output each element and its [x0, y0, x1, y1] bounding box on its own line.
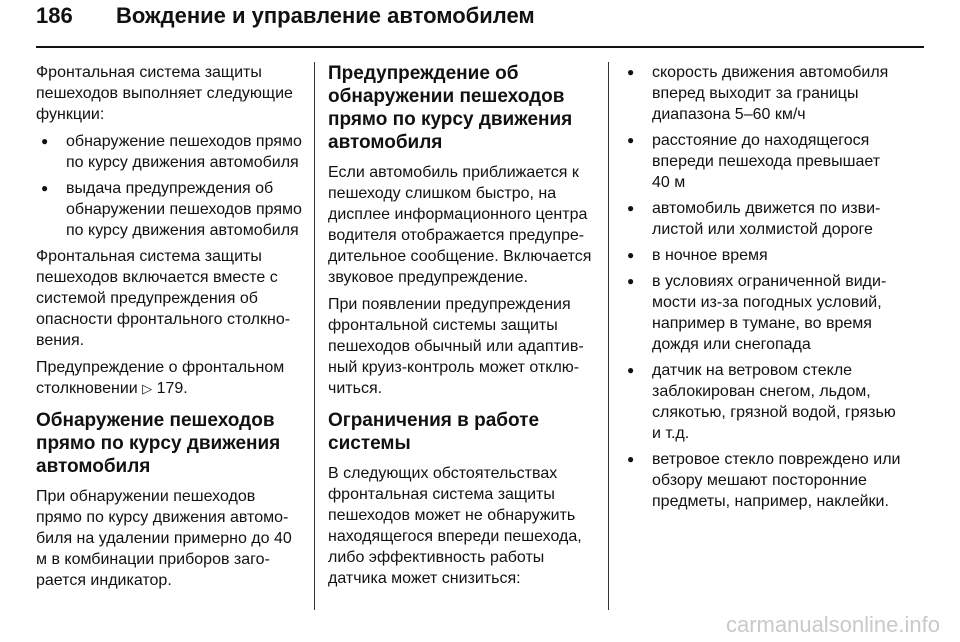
page-header [36, 2, 924, 46]
reference-page[interactable]: 179. [156, 380, 188, 397]
header-rule [36, 46, 924, 48]
reference-arrow-icon: ▷ [142, 381, 153, 396]
column-3 [622, 62, 902, 517]
column-1 [36, 62, 304, 597]
list-item: ● автомобиль движется по извилистой или холмистой дороге [622, 198, 902, 240]
warning-heading: Предупреждение об обнаружении пешеходов прямо по курсу движения автомобиля [328, 63, 573, 153]
list-item: ● в ночное время [622, 245, 902, 266]
column-2 [328, 62, 596, 595]
column-divider-2 [608, 62, 609, 610]
page-number: 186 [36, 3, 73, 28]
chapter-title: Вождение и управление автомобилем [116, 3, 535, 28]
detection-paragraph: При обнаружении пешеходов прямо по курсу движения автомобиля на удалении примерно до 40 м в комбинации приборов загорается индикатор. [36, 488, 292, 589]
watermark: carmanualsonline.info [725, 612, 940, 637]
list-item: ● датчик на ветровом стекле заблокирован снегом, льдом, слякотью, грязной водой, грязью и т.д. [622, 360, 902, 444]
conditions-list [622, 62, 902, 512]
column-divider-1 [314, 62, 315, 610]
warning-paragraph: Если автомобиль приближается к пешеходу слишком быстро, на дисплее информационного центра водителя отображается предупредительное сообщение. Включается звуковое предупреждение. [328, 164, 592, 286]
reference-text: Предупреждение о фронтальном столкновении [36, 359, 285, 397]
list-item: ● ветровое стекло повреждено или обзору мешают посторонние предметы, например, наклейки. [622, 449, 902, 512]
cruise-control-paragraph: При появлении предупреждения фронтальной системы защиты пешеходов обычный или адаптивный круиз-контроль может отключиться. [328, 296, 584, 397]
reference-paragraph [36, 357, 304, 399]
detection-heading: Обнаружение пешеходов прямо по курсу движения автомобиля [36, 410, 281, 477]
limitations-heading: Ограничения в работе системы [328, 410, 540, 454]
list-item: ● обнаружение пешеходов прямо по курсу движения автомобиля [36, 131, 304, 173]
functions-list [36, 131, 304, 241]
list-item: ● скорость движения автомобиля вперед выходит за границы диапазона 5–60 км/ч [622, 62, 902, 125]
limitations-paragraph: В следующих обстоятельствах фронтальная система защиты пешеходов может не обнаружить находящегося впереди пешехода, либо эффективность работы датчика может снизиться: [328, 465, 582, 587]
list-item: ● в условиях ограниченной видимости из-за погодных условий, например в тумане, во время дождя или снегопада [622, 271, 902, 355]
list-item: ● выдача предупреждения об обнаружении пешеходов прямо по курсу движения автомобиля [36, 178, 304, 241]
activation-paragraph: Фронтальная система защиты пешеходов включается вместе с системой предупреждения об опасности фронтального столкновения. [36, 248, 291, 349]
list-item: ● расстояние до находящегося впереди пешехода превышает 40 м [622, 130, 902, 193]
intro-paragraph: Фронтальная система защиты пешеходов выполняет следующие функции: [36, 64, 293, 123]
